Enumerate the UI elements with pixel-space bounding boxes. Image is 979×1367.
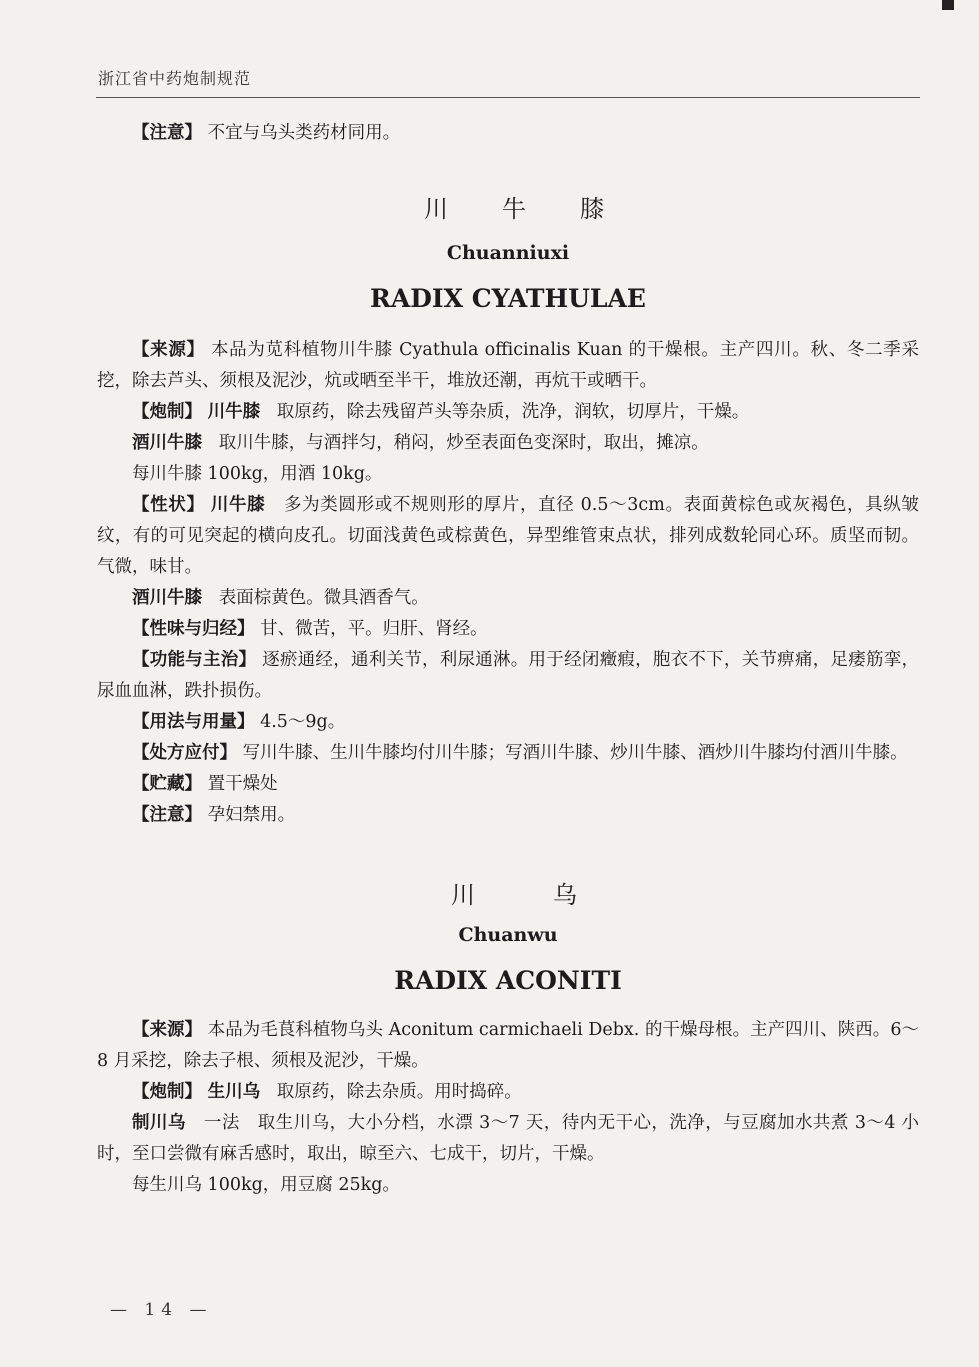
paragraph-processing-wine xyxy=(97,428,919,459)
section-text: 取原药，除去杂质。用时捣碎。 xyxy=(276,1082,522,1102)
paragraph-ratio xyxy=(97,1170,919,1201)
section-label: 【炮制】 xyxy=(132,402,202,422)
entry-chuanwu xyxy=(97,875,919,1201)
section-label: 【贮藏】 xyxy=(132,774,202,794)
section-text: 4.5～9g。 xyxy=(260,712,346,732)
section-text: 每川牛膝 100kg，用酒 10kg。 xyxy=(132,464,383,484)
paragraph-source xyxy=(97,1015,919,1077)
paragraph-processing-prepared xyxy=(97,1108,919,1170)
paragraph-processing xyxy=(97,397,919,428)
scan-edge-mark xyxy=(942,0,954,10)
section-text: 取生川乌，大小分档，水漂 3～7 天，待内无干心，洗净，与豆腐加水共煮 3～4 小时，至口尝微有麻舌感时，取出，晾至六、七成干，切片，干燥。 xyxy=(97,1113,919,1164)
paragraph-ratio xyxy=(97,459,919,490)
section-text: 甘、微苦，平。归肝、肾经。 xyxy=(260,619,488,639)
entry-pinyin: Chuanwu xyxy=(458,924,558,946)
subsection-label: 川牛膝 xyxy=(210,495,266,515)
section-text: 本品为毛茛科植物乌头 Aconitum carmichaeli Debx. 的干燥母根。主产四川、陕西。6～8 月采挖，除去子根、须根及泥沙，干燥。 xyxy=(97,1020,919,1071)
section-label: 【注意】 xyxy=(132,123,202,143)
title-char: 川 xyxy=(451,881,477,909)
method-note: 一法 xyxy=(203,1113,240,1133)
entry-pinyin: Chuanniuxi xyxy=(446,242,570,264)
section-text: 本品为苋科植物川牛膝 Cyathula officinalis Kuan 的干燥根。主产四川。秋、冬二季采挖，除去芦头、须根及泥沙，炕或晒至半干，堆放还潮，再炕干或晒干。 xyxy=(97,340,919,391)
section-text: 多为类圆形或不规则形的厚片，直径 0.5～3cm。表面黄棕色或灰褐色，具纵皱纹，有的可见突起的横向皮孔。切面浅黄色或棕黄色，异型维管束点状，排列成数轮同心环。质坚而韧。气微，味甘。 xyxy=(97,495,919,577)
header-rule xyxy=(96,97,920,98)
section-text: 每生川乌 100kg，用豆腐 25kg。 xyxy=(132,1175,400,1195)
subsection-label: 酒川牛膝 xyxy=(132,588,202,608)
running-header: 浙江省中药炮制规范 xyxy=(98,69,252,88)
title-char: 川 xyxy=(424,195,450,223)
paragraph-characteristics xyxy=(97,490,919,583)
section-text: 取川牛膝，与酒拌匀，稍闷，炒至表面色变深时，取出，摊凉。 xyxy=(218,433,709,453)
paragraph-caution xyxy=(97,800,919,831)
paragraph-nature-meridian xyxy=(97,614,919,645)
section-text: 取原药，除去残留芦头等杂质，洗净，润软，切厚片，干燥。 xyxy=(276,402,750,422)
section-label: 【用法与用量】 xyxy=(132,712,255,732)
paragraph-source xyxy=(97,335,919,397)
section-label: 【炮制】 xyxy=(132,1082,202,1102)
subsection-label: 酒川牛膝 xyxy=(132,433,202,453)
section-text: 孕妇禁用。 xyxy=(207,805,296,825)
subsection-label: 制川乌 xyxy=(132,1113,186,1133)
page-content xyxy=(97,118,919,1201)
section-label: 【来源】 xyxy=(132,1020,203,1040)
top-note xyxy=(97,118,919,149)
entry-chuanniuxi xyxy=(97,189,919,831)
entry-latin-name: RADIX CYATHULAE xyxy=(370,284,646,313)
paragraph-prescription xyxy=(97,738,919,769)
section-text: 逐瘀通经，通利关节，利尿通淋。用于经闭癥瘕，胞衣不下，关节痹痛，足痿筋挛，尿血血淋，跌扑损伤。 xyxy=(97,650,919,701)
title-char: 膝 xyxy=(580,195,606,223)
section-text: 置干燥处 xyxy=(207,774,278,794)
entry-title xyxy=(111,875,919,910)
section-label: 【性味与归经】 xyxy=(132,619,255,639)
section-label: 【功能与主治】 xyxy=(132,650,257,670)
paragraph-storage xyxy=(97,769,919,800)
section-label: 【来源】 xyxy=(132,340,205,360)
title-char: 乌 xyxy=(553,881,579,909)
paragraph-characteristics-wine xyxy=(97,583,919,614)
subsection-label: 生川乌 xyxy=(207,1082,261,1102)
entry-title xyxy=(111,189,919,224)
section-text: 写川牛膝、生川牛膝均付川牛膝；写酒川牛膝、炒川牛膝、酒炒川牛膝均付酒川牛膝。 xyxy=(242,743,908,763)
entry-latin-name: RADIX ACONITI xyxy=(394,966,622,995)
section-text: 不宜与乌头类药材同用。 xyxy=(207,123,401,143)
paragraph-processing xyxy=(97,1077,919,1108)
section-label: 【性状】 xyxy=(132,495,205,515)
subsection-label: 川牛膝 xyxy=(207,402,261,422)
section-text: 表面棕黄色。微具酒香气。 xyxy=(218,588,429,608)
title-char: 牛 xyxy=(502,195,528,223)
paragraph-function xyxy=(97,645,919,707)
section-label: 【处方应付】 xyxy=(132,743,237,763)
paragraph-dosage xyxy=(97,707,919,738)
section-label: 【注意】 xyxy=(132,805,202,825)
page-number: — 14 — xyxy=(110,1300,213,1320)
